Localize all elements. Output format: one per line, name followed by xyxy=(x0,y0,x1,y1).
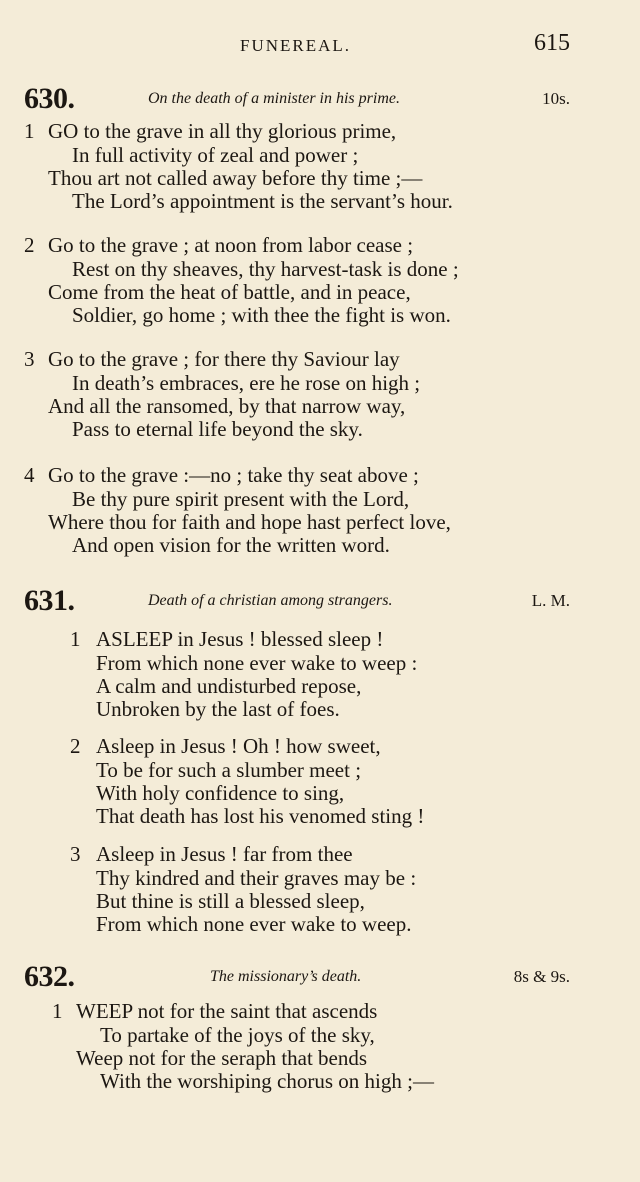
stanza-number: 1 xyxy=(52,999,63,1023)
verse-line: Unbroken by the last of foes. xyxy=(96,697,340,721)
stanza-number: 1 xyxy=(70,627,81,651)
hymn-title: On the death of a minister in his prime. xyxy=(148,90,400,107)
verse-line: A calm and undisturbed repose, xyxy=(96,674,362,698)
page-number: 615 xyxy=(534,30,570,56)
stanza-number: 1 xyxy=(24,119,35,143)
verse-line: Thy kindred and their graves may be : xyxy=(96,866,417,890)
stanza-number: 4 xyxy=(24,463,35,487)
running-head xyxy=(0,30,640,60)
verse-line: Come from the heat of battle, and in peace, xyxy=(48,280,411,304)
verse-line: That death has lost his venomed sting ! xyxy=(96,804,425,828)
verse-line: But thine is still a blessed sleep, xyxy=(96,889,365,913)
verse-line: With the worshiping chorus on high ;— xyxy=(100,1069,434,1093)
verse-line: Where thou for faith and hope hast perfect love, xyxy=(48,510,451,534)
verse-line: GO to the grave in all thy glorious prime, xyxy=(48,119,397,143)
hymn-number: 632. xyxy=(24,960,75,993)
verse-line: WEEP not for the saint that ascends xyxy=(76,999,378,1023)
verse-line: Asleep in Jesus ! far from thee xyxy=(96,842,353,866)
verse-line: And open vision for the written word. xyxy=(72,533,390,557)
hymn-630-heading xyxy=(0,82,640,116)
verse-line: From which none ever wake to weep. xyxy=(96,912,412,936)
verse-line: Asleep in Jesus ! Oh ! how sweet, xyxy=(96,734,381,758)
hymn-number: 630. xyxy=(24,82,75,115)
verse-line: In full activity of zeal and power ; xyxy=(72,143,359,167)
stanza-number: 3 xyxy=(24,347,35,371)
stanza-number: 2 xyxy=(70,734,81,758)
hymn-title: The missionary’s death. xyxy=(210,968,362,985)
hymn-meter: 10s. xyxy=(542,89,570,108)
hymn-meter: L. M. xyxy=(531,591,570,610)
verse-line: Thou art not called away before thy time ;— xyxy=(48,166,423,190)
verse-line: With holy confidence to sing, xyxy=(96,781,345,805)
hymn-number: 631. xyxy=(24,584,75,617)
verse-line: From which none ever wake to weep : xyxy=(96,651,418,675)
verse-line: To be for such a slumber meet ; xyxy=(96,758,362,782)
verse-line: ASLEEP in Jesus ! blessed sleep ! xyxy=(96,627,384,651)
verse-line: Rest on thy sheaves, thy harvest-task is done ; xyxy=(72,257,459,281)
running-title: FUNEREAL. xyxy=(240,36,352,55)
stanza-number: 3 xyxy=(70,842,81,866)
verse-line: Go to the grave ; at noon from labor cease ; xyxy=(48,233,414,257)
verse-line: Go to the grave :—no ; take thy seat above ; xyxy=(48,463,419,487)
verse-line: Be thy pure spirit present with the Lord, xyxy=(72,487,410,511)
verse-line: The Lord’s appointment is the servant’s hour. xyxy=(72,189,453,213)
verse-line: Soldier, go home ; with thee the fight is won. xyxy=(72,303,451,327)
verse-line: Weep not for the seraph that bends xyxy=(76,1046,368,1070)
hymn-meter: 8s & 9s. xyxy=(513,967,570,986)
hymn-title: Death of a christian among strangers. xyxy=(148,592,393,609)
verse-line: Pass to eternal life beyond the sky. xyxy=(72,417,363,441)
verse-line: To partake of the joys of the sky, xyxy=(100,1023,375,1047)
verse-line: In death’s embraces, ere he rose on high ; xyxy=(72,371,421,395)
verse-line: Go to the grave ; for there thy Saviour lay xyxy=(48,347,400,371)
hymn-631-heading xyxy=(0,584,640,618)
hymn-632-heading xyxy=(0,960,640,994)
verse-line: And all the ransomed, by that narrow way, xyxy=(48,394,406,418)
stanza-number: 2 xyxy=(24,233,35,257)
